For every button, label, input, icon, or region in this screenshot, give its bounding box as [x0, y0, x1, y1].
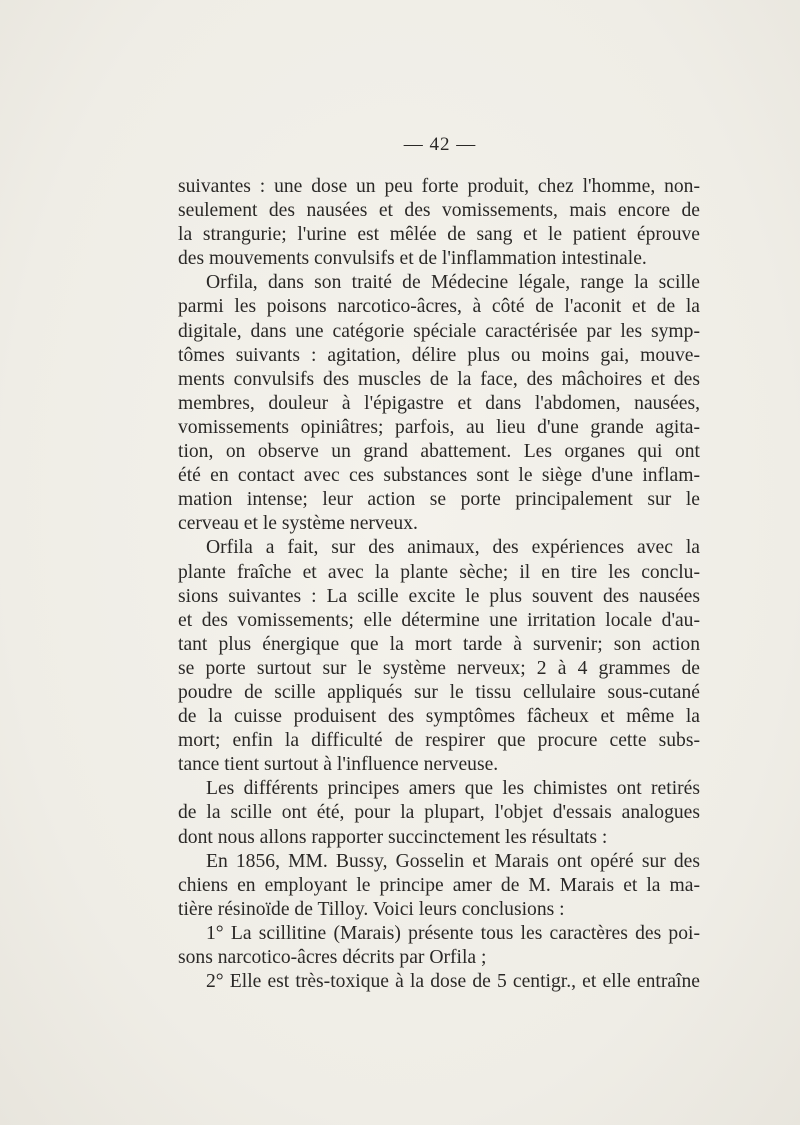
text-line: de la scille ont été, pour la plupart, l'objet d'essais analogues: [178, 802, 700, 824]
body-text: [178, 175, 700, 994]
text-line: tance tient surtout à l'influence nerveuse.: [178, 754, 499, 776]
paragraph: [178, 922, 700, 970]
text-line: Les différents principes amers que les chimistes ont retirés: [206, 778, 700, 800]
paragraph: [178, 175, 700, 271]
text-line: tière résinoïde de Tilloy. Voici leurs conclusions :: [178, 898, 565, 920]
text-line: mort; enfin la difficulté de respirer que procure cette subs-: [178, 730, 700, 752]
text-line: tômes suivants : agitation, délire plus ou moins gai, mouve-: [178, 344, 700, 366]
paragraph: [178, 850, 700, 922]
text-line: mation intense; leur action se porte principalement sur le: [178, 489, 700, 511]
text-line: Orfila, dans son traité de Médecine légale, range la scille: [206, 272, 700, 294]
text-line: tion, on observe un grand abattement. Les organes qui ont: [178, 441, 700, 463]
text-line: chiens en employant le principe amer de M. Marais et la ma-: [178, 874, 700, 896]
paragraph: [178, 777, 700, 849]
text-line: 1° La scillitine (Marais) présente tous les caractères des poi-: [206, 922, 700, 944]
text-line: tant plus énergique que la mort tarde à survenir; son action: [178, 633, 700, 655]
paragraph: [178, 970, 700, 994]
text-line: se porte surtout sur le système nerveux; 2 à 4 grammes de: [178, 657, 700, 679]
text-line: été en contact avec ces substances sont le siège d'une inflam-: [178, 465, 700, 487]
paragraph: [178, 536, 700, 777]
text-line: dont nous allons rapporter succinctement les résultats :: [178, 826, 608, 848]
text-line: ments convulsifs des muscles de la face, des mâchoires et des: [178, 368, 700, 390]
text-line: sions suivantes : La scille excite le plus souvent des nausées: [178, 585, 700, 607]
text-line: membres, douleur à l'épigastre et dans l'abdomen, nausées,: [178, 392, 700, 414]
text-line: Orfila a fait, sur des animaux, des expériences avec la: [206, 537, 700, 559]
text-line: et des vomissements; elle détermine une irritation locale d'au-: [178, 609, 700, 631]
page-number: — 42 —: [403, 134, 477, 155]
text-line: En 1856, MM. Bussy, Gosselin et Marais ont opéré sur des: [206, 850, 700, 872]
text-line: seulement des nausées et des vomissements, mais encore de: [178, 200, 700, 222]
text-line: sons narcotico-âcres décrits par Orfila ;: [178, 947, 487, 968]
text-line: 2° Elle est très-toxique à la dose de 5 centigr., et elle entraîne: [206, 971, 700, 993]
text-line: plante fraîche et avec la plante sèche; il en tire les conclu-: [178, 561, 700, 583]
text-line: la strangurie; l'urine est mêlée de sang et le patient éprouve: [178, 224, 700, 246]
text-line: cerveau et le système nerveux.: [178, 513, 418, 535]
text-line: de la cuisse produisent des symptômes fâcheux et même la: [178, 706, 700, 728]
text-line: digitale, dans une catégorie spéciale caractérisée par les symp-: [178, 320, 700, 342]
text-line: vomissements opiniâtres; parfois, au lieu d'une grande agita-: [178, 416, 700, 438]
text-line: parmi les poisons narcotico-âcres, à côté de l'aconit et de la: [178, 296, 700, 318]
text-line: suivantes : une dose un peu forte produit, chez l'homme, non-: [178, 176, 700, 197]
text-line: poudre de scille appliqués sur le tissu cellulaire sous-cutané: [178, 681, 700, 703]
text-line: des mouvements convulsifs et de l'inflammation intestinale.: [178, 248, 647, 270]
paragraph: [178, 271, 700, 536]
